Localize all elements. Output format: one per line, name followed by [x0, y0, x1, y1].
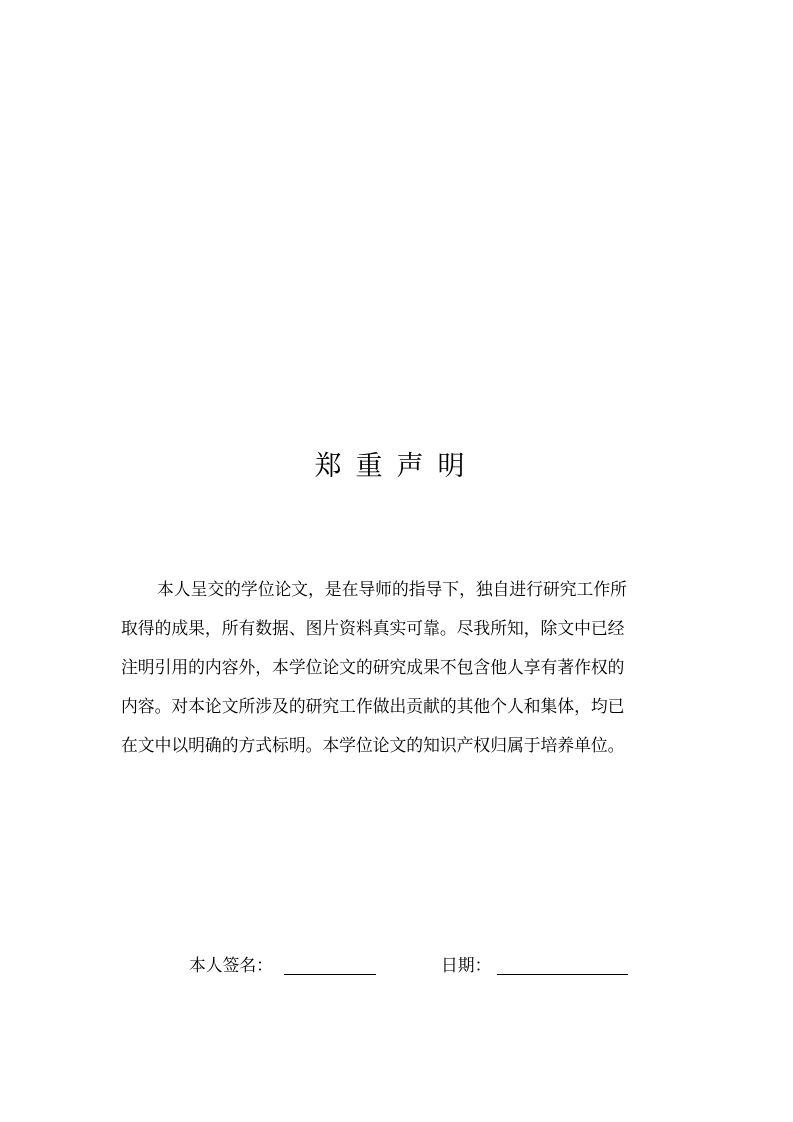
date-label: 日期： [441, 955, 492, 975]
date-blank-line[interactable] [497, 974, 628, 975]
page-title: 郑重声明 [314, 451, 479, 482]
declaration-line: 本人呈交的学位论文，是在导师的指导下，独自进行研究工作所 [157, 579, 627, 599]
signature-row [0, 950, 793, 980]
signer-label: 本人签名： [189, 955, 273, 975]
declaration-line: 在文中以明确的方式标明。本学位论文的知识产权归属于培养单位。 [121, 735, 625, 755]
declaration-line: 内容。对本论文所涉及的研究工作做出贡献的其他个人和集体，均已 [121, 696, 625, 716]
declaration-line: 注明引用的内容外，本学位论文的研究成果不包含他人享有著作权的 [121, 657, 625, 677]
signature-blank-line[interactable] [284, 974, 376, 975]
declaration-line: 取得的成果，所有数据、图片资料真实可靠。尽我所知，除文中已经 [121, 618, 625, 638]
declaration-body [121, 570, 677, 765]
